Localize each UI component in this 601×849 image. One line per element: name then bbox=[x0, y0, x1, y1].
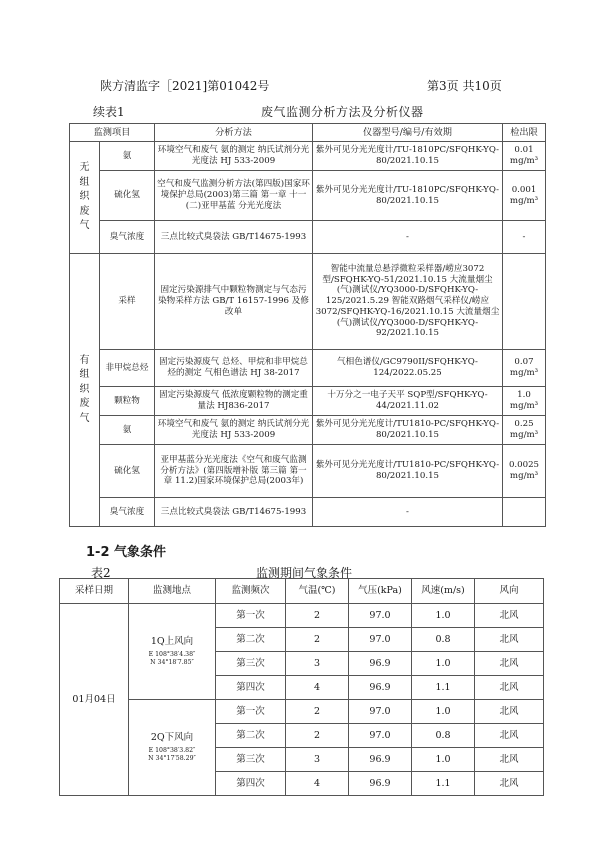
freq-cell: 第三次 bbox=[216, 652, 286, 676]
wind-dir-cell: 北风 bbox=[475, 628, 544, 652]
freq-cell: 第三次 bbox=[216, 748, 286, 772]
limit-cell bbox=[503, 498, 546, 527]
pressure-cell: 97.0 bbox=[349, 700, 412, 724]
pressure-cell: 96.9 bbox=[349, 676, 412, 700]
wind-dir-cell: 北风 bbox=[475, 724, 544, 748]
pressure-cell: 96.9 bbox=[349, 748, 412, 772]
column-header: 采样日期 bbox=[60, 579, 129, 604]
limit-cell bbox=[503, 254, 546, 350]
instrument-cell: 十万分之一电子天平 SQP型/SFQHK-YQ-44/2021.11.02 bbox=[313, 387, 503, 416]
wind-dir-cell: 北风 bbox=[475, 604, 544, 628]
freq-cell: 第二次 bbox=[216, 724, 286, 748]
column-header: 监测频次 bbox=[216, 579, 286, 604]
instrument-cell: 紫外可见分光光度计/TU-1810PC/SFQHK-YQ-80/2021.10.15 bbox=[313, 142, 503, 171]
freq-cell: 第二次 bbox=[216, 628, 286, 652]
item-cell: 颗粒物 bbox=[100, 387, 155, 416]
item-cell: 氨 bbox=[100, 416, 155, 445]
table1-caption: 废气监测分析方法及分析仪器 bbox=[261, 105, 424, 119]
pressure-cell: 97.0 bbox=[349, 628, 412, 652]
pressure-cell: 97.0 bbox=[349, 604, 412, 628]
method-cell: 空气和废气监测分析方法(第四版)国家环境保护总局(2003)第三篇 第一章 十一(二)亚甲基蓝 分光光度法 bbox=[155, 171, 313, 221]
wind-dir-cell: 北风 bbox=[475, 772, 544, 796]
temp-cell: 3 bbox=[286, 652, 349, 676]
column-header: 监测地点 bbox=[129, 579, 216, 604]
wind-speed-cell: 1.1 bbox=[412, 676, 475, 700]
table2-caption: 监测期间气象条件 bbox=[256, 566, 353, 580]
item-cell: 氨 bbox=[100, 142, 155, 171]
limit-cell: 0.0025 mg/m³ bbox=[503, 445, 546, 498]
exhaust-gas-methods-table bbox=[69, 123, 546, 527]
freq-cell: 第一次 bbox=[216, 604, 286, 628]
column-header: 检出限 bbox=[503, 124, 546, 142]
temp-cell: 3 bbox=[286, 748, 349, 772]
document-number: 陕方清监字［2021]第01042号 bbox=[100, 79, 270, 93]
temp-cell: 2 bbox=[286, 604, 349, 628]
temp-cell: 4 bbox=[286, 772, 349, 796]
wind-dir-cell: 北风 bbox=[475, 748, 544, 772]
method-cell: 固定污染源废气 低浓度颗粒物的测定重量法 HJ836-2017 bbox=[155, 387, 313, 416]
instrument-cell: 气相色谱仪/GC9790II/SFQHK-YQ-124/2022.05.25 bbox=[313, 350, 503, 387]
item-cell: 硫化氢 bbox=[100, 445, 155, 498]
limit-cell: 0.001 mg/m³ bbox=[503, 171, 546, 221]
method-cell: 环境空气和废气 氨的测定 纳氏试剂分光光度法 HJ 533-2009 bbox=[155, 416, 313, 445]
wind-speed-cell: 0.8 bbox=[412, 724, 475, 748]
item-cell: 采样 bbox=[100, 254, 155, 350]
wind-dir-cell: 北风 bbox=[475, 652, 544, 676]
wind-speed-cell: 1.0 bbox=[412, 604, 475, 628]
item-cell: 臭气浓度 bbox=[100, 221, 155, 254]
freq-cell: 第四次 bbox=[216, 676, 286, 700]
temp-cell: 2 bbox=[286, 700, 349, 724]
column-header: 仪器型号/编号/有效期 bbox=[313, 124, 503, 142]
column-header: 风向 bbox=[475, 579, 544, 604]
method-cell: 三点比较式臭袋法 GB/T14675-1993 bbox=[155, 498, 313, 527]
limit-cell: 0.01 mg/m³ bbox=[503, 142, 546, 171]
freq-cell: 第一次 bbox=[216, 700, 286, 724]
column-header: 分析方法 bbox=[155, 124, 313, 142]
instrument-cell: 紫外可见分光光度计/TU-1810PC/SFQHK-YQ-80/2021.10.15 bbox=[313, 171, 503, 221]
group-label-organized: 有 组 织 废 气 bbox=[70, 254, 100, 527]
wind-speed-cell: 0.8 bbox=[412, 628, 475, 652]
column-header: 气压(kPa) bbox=[349, 579, 412, 604]
sampling-date: 01月04日 bbox=[60, 604, 129, 796]
table1-label: 续表1 bbox=[93, 105, 125, 119]
item-cell: 臭气浓度 bbox=[100, 498, 155, 527]
item-cell: 非甲烷总烃 bbox=[100, 350, 155, 387]
wind-speed-cell: 1.0 bbox=[412, 748, 475, 772]
limit-cell: 1.0 mg/m³ bbox=[503, 387, 546, 416]
page-indicator: 第3页 共10页 bbox=[427, 79, 502, 93]
temp-cell: 2 bbox=[286, 628, 349, 652]
limit-cell: 0.07 mg/m³ bbox=[503, 350, 546, 387]
pressure-cell: 97.0 bbox=[349, 724, 412, 748]
temp-cell: 4 bbox=[286, 676, 349, 700]
limit-cell: 0.25 mg/m³ bbox=[503, 416, 546, 445]
instrument-cell: 紫外可见分光光度计/TU1810-PC/SFQHK-YQ-80/2021.10.15 bbox=[313, 445, 503, 498]
station-cell: 1Q上风向 E 108°38′4.38″ N 34°18′7.85″ bbox=[129, 604, 216, 700]
limit-cell: - bbox=[503, 221, 546, 254]
wind-speed-cell: 1.0 bbox=[412, 700, 475, 724]
method-cell: 三点比较式臭袋法 GB/T14675-1993 bbox=[155, 221, 313, 254]
method-cell: 固定污染源废气 总烃、甲烷和非甲烷总烃的测定 气相色谱法 HJ 38-2017 bbox=[155, 350, 313, 387]
column-header: 气温(℃) bbox=[286, 579, 349, 604]
temp-cell: 2 bbox=[286, 724, 349, 748]
pressure-cell: 96.9 bbox=[349, 652, 412, 676]
wind-dir-cell: 北风 bbox=[475, 676, 544, 700]
pressure-cell: 96.9 bbox=[349, 772, 412, 796]
table2-label: 表2 bbox=[91, 566, 111, 580]
station-cell: 2Q下风向 E 108°38′3.82″ N 34°17′58.29″ bbox=[129, 700, 216, 796]
wind-dir-cell: 北风 bbox=[475, 700, 544, 724]
method-cell: 固定污染源排气中颗粒物测定与气态污染物采样方法 GB/T 16157-1996 及修改单 bbox=[155, 254, 313, 350]
weather-conditions-table bbox=[59, 578, 544, 796]
group-label-unorganized: 无 组 织 废 气 bbox=[70, 142, 100, 254]
wind-speed-cell: 1.1 bbox=[412, 772, 475, 796]
freq-cell: 第四次 bbox=[216, 772, 286, 796]
section-title: 1-2 气象条件 bbox=[86, 545, 167, 560]
instrument-cell: 智能中流量总悬浮微粒采样器/崂应3072型/SFQHK-YQ-51/2021.10.15 大流量烟尘(气)测试仪/YQ3000-D/SFQHK-YQ-125/2021.5.29 智能双路烟气采样仪/崂应3072/SFQHK-YQ-16/2021.10.15 大流量烟尘(气)测试仪/YQ3000-D/SFQHK-YQ-92/2021.10.15 bbox=[313, 254, 503, 350]
instrument-cell: - bbox=[313, 221, 503, 254]
method-cell: 亚甲基蓝分光光度法《空气和废气监测分析方法》(第四版增补版 第三篇 第一章 11.2)国家环境保护总局(2003年) bbox=[155, 445, 313, 498]
item-cell: 硫化氢 bbox=[100, 171, 155, 221]
instrument-cell: - bbox=[313, 498, 503, 527]
column-header: 风速(m/s) bbox=[412, 579, 475, 604]
wind-speed-cell: 1.0 bbox=[412, 652, 475, 676]
instrument-cell: 紫外可见分光光度计/TU1810-PC/SFQHK-YQ-80/2021.10.15 bbox=[313, 416, 503, 445]
column-header: 监测项目 bbox=[70, 124, 155, 142]
method-cell: 环境空气和废气 氨的测定 纳氏试剂分光光度法 HJ 533-2009 bbox=[155, 142, 313, 171]
